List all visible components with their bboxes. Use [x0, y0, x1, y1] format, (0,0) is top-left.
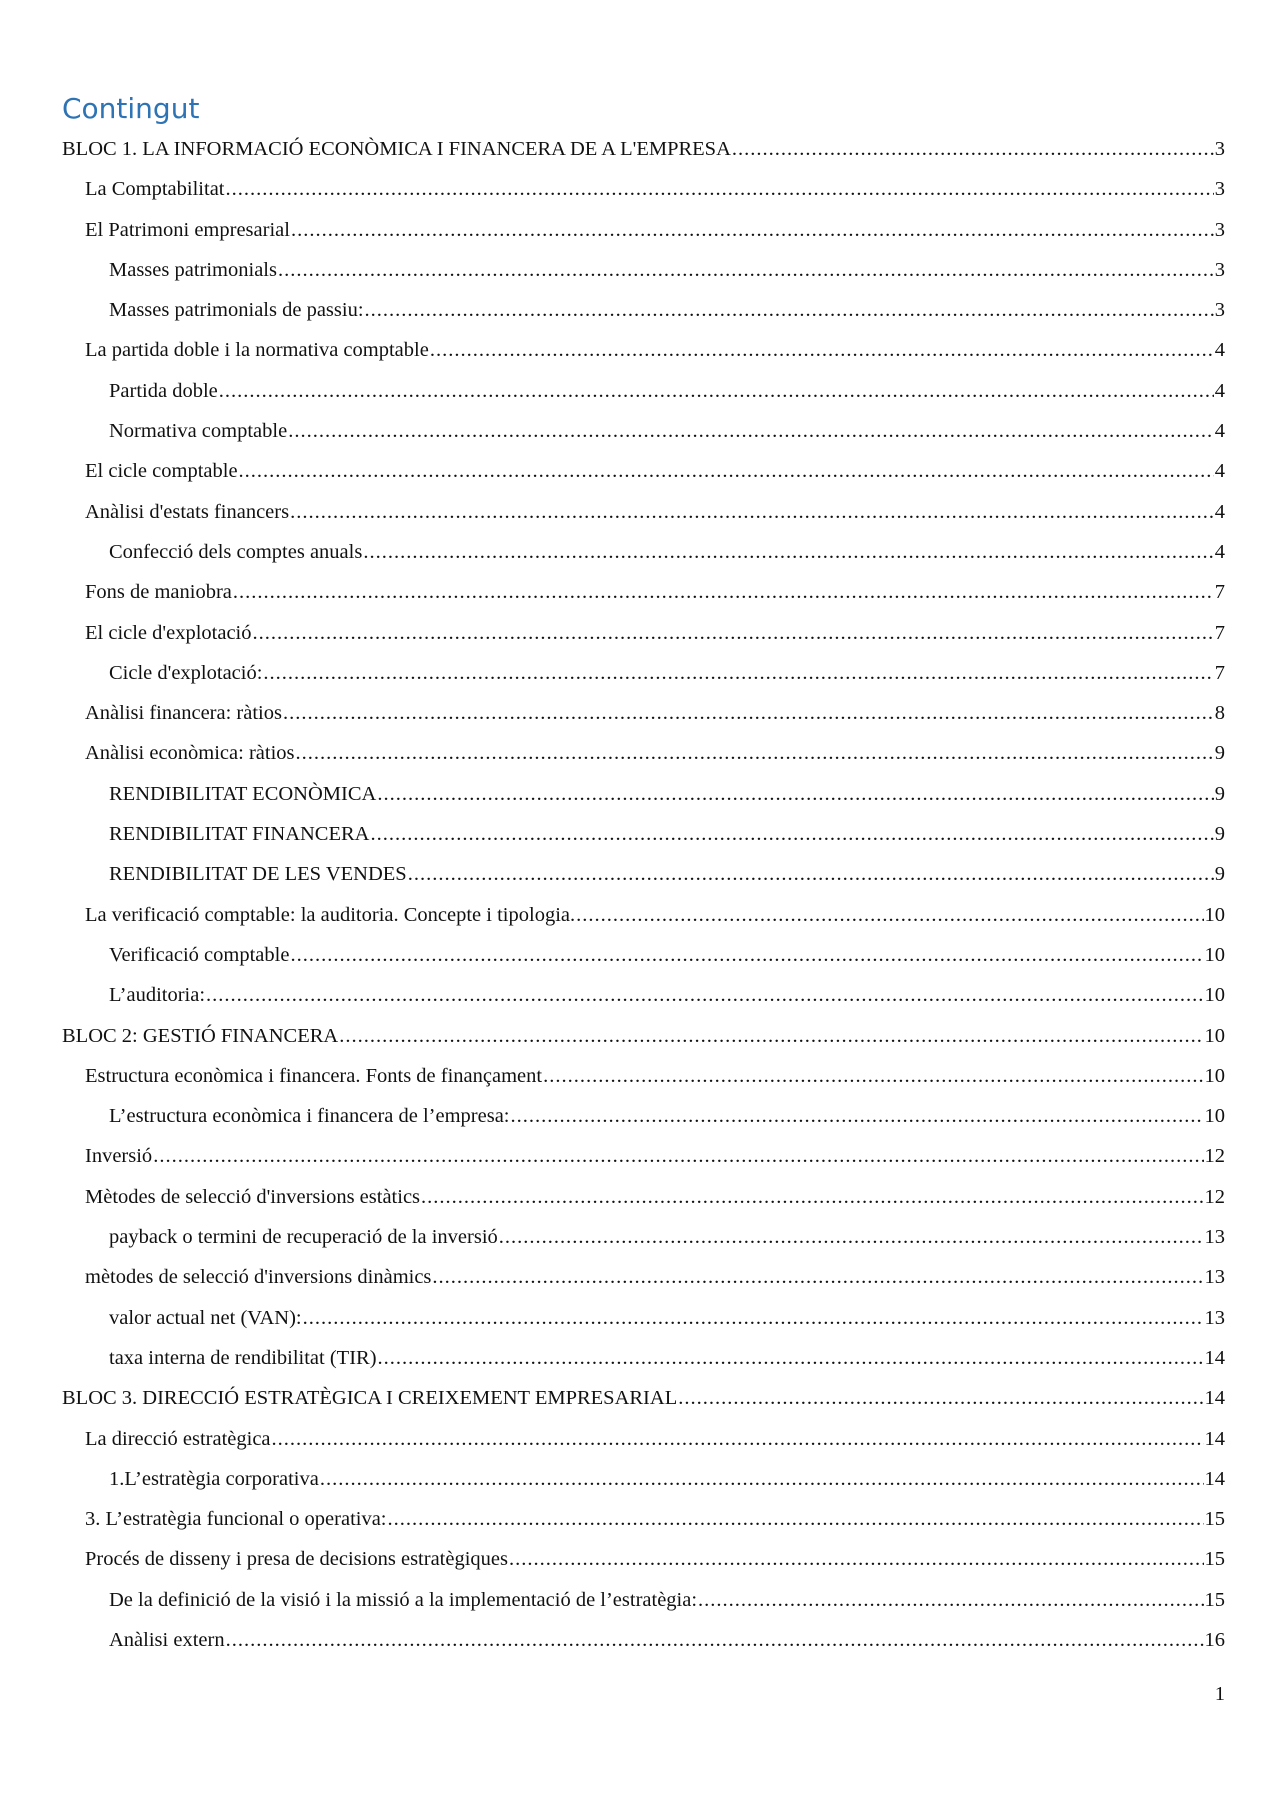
toc-dot-leader [290, 935, 1203, 975]
toc-entry[interactable] [62, 1016, 1225, 1056]
toc-entry[interactable] [62, 895, 1225, 935]
toc-entry-title: Estructura econòmica i financera. Fonts de finançament [85, 1064, 543, 1087]
toc-entry-page-number: 7 [1214, 621, 1225, 644]
toc-dot-leader [206, 975, 1203, 1015]
toc-entry-page-number: 10 [1204, 1064, 1225, 1087]
toc-entry-title: El cicle d'explotació [85, 621, 252, 644]
toc-entry[interactable] [62, 1257, 1225, 1297]
toc-dot-leader [378, 1338, 1204, 1378]
toc-entry-title: La verificació comptable: la auditoria. Concepte i tipologia. [85, 903, 576, 926]
toc-entry-page-number: 10 [1204, 943, 1225, 966]
toc-entry-title: BLOC 1. LA INFORMACIÓ ECONÒMICA I FINANCERA DE A L'EMPRESA [62, 138, 731, 160]
toc-dot-leader [678, 1378, 1203, 1418]
toc-dot-leader [370, 814, 1213, 854]
toc-entry-page-number: 3 [1214, 258, 1225, 281]
toc-entry-title: valor actual net (VAN): [109, 1306, 302, 1329]
toc-entry-page-number: 4 [1214, 460, 1225, 483]
toc-dot-leader [283, 693, 1214, 733]
toc-entry-title: Anàlisi d'estats financers [85, 500, 290, 523]
toc-entry[interactable] [62, 1459, 1225, 1499]
toc-entry[interactable] [62, 1378, 1225, 1418]
toc-entry-title: RENDIBILITAT DE LES VENDES [109, 863, 407, 886]
toc-entry-title: mètodes de selecció d'inversions dinàmics [85, 1266, 432, 1289]
toc-entry-title: Masses patrimonials [109, 258, 277, 281]
toc-entry[interactable] [62, 613, 1225, 653]
toc-dot-leader [278, 250, 1214, 290]
toc-dot-leader [388, 1499, 1204, 1539]
toc-entry[interactable] [62, 814, 1225, 854]
toc-entry-title: La partida doble i la normativa comptable [85, 339, 429, 362]
toc-entry[interactable] [62, 330, 1225, 370]
toc-entry-page-number: 13 [1204, 1266, 1225, 1289]
toc-entry-page-number: 3 [1214, 138, 1225, 160]
toc-dot-leader [543, 1056, 1203, 1096]
toc-entry-page-number: 7 [1214, 581, 1225, 604]
toc-entry[interactable] [62, 129, 1225, 169]
toc-entry[interactable] [62, 1539, 1225, 1579]
toc-entry-title: BLOC 2: GESTIÓ FINANCERA [62, 1024, 339, 1047]
toc-entry-title: payback o termini de recuperació de la inversió [109, 1226, 498, 1249]
toc-entry-page-number: 4 [1214, 420, 1225, 443]
toc-entry-title: Procés de disseny i presa de decisions estratègiques [85, 1548, 508, 1571]
toc-entry-page-number: 14 [1204, 1346, 1225, 1369]
toc-entry[interactable] [62, 733, 1225, 773]
toc-dot-leader [499, 1217, 1204, 1257]
toc-dot-leader [408, 854, 1214, 894]
toc-dot-leader [320, 1459, 1204, 1499]
page-number: 1 [1214, 1683, 1225, 1705]
toc-entry-page-number: 8 [1214, 702, 1225, 725]
toc-heading: Contingut [62, 92, 200, 125]
toc-entry[interactable] [62, 1136, 1225, 1176]
toc-dot-leader [219, 371, 1214, 411]
toc-dot-leader [252, 613, 1213, 653]
toc-entry-page-number: 3 [1214, 178, 1225, 201]
toc-entry-page-number: 4 [1214, 339, 1225, 362]
toc-entry[interactable] [62, 1620, 1225, 1660]
toc-entry-title: De la definició de la visió i la missió a la implementació de l’estratègia: [109, 1588, 698, 1611]
toc-entry-page-number: 16 [1204, 1628, 1225, 1651]
toc-entry[interactable] [62, 532, 1225, 572]
toc-dot-leader [339, 1016, 1203, 1056]
toc-entry[interactable] [62, 290, 1225, 330]
toc-entry-title: Fons de maniobra [85, 581, 232, 604]
toc-entry-page-number: 13 [1204, 1306, 1225, 1329]
toc-entry-title: La Comptabilitat [85, 178, 225, 201]
toc-entry[interactable] [62, 854, 1225, 894]
toc-entry[interactable] [62, 1419, 1225, 1459]
toc-entry-title: Partida doble [109, 379, 218, 402]
toc-dot-leader [153, 1136, 1203, 1176]
toc-entry-page-number: 4 [1214, 540, 1225, 563]
toc-entry-title: Mètodes de selecció d'inversions estàtics [85, 1185, 421, 1208]
toc-entry-title: Confecció dels comptes anuals [109, 540, 363, 563]
toc-entry-page-number: 9 [1214, 742, 1225, 765]
toc-dot-leader [263, 653, 1213, 693]
toc-entry-title: BLOC 3. DIRECCIÓ ESTRATÈGICA I CREIXEMENT EMPRESARIAL [62, 1387, 678, 1410]
toc-entry-page-number: 15 [1204, 1588, 1225, 1611]
toc-entry-page-number: 14 [1204, 1427, 1225, 1450]
toc-entry[interactable] [62, 774, 1225, 814]
toc-dot-leader [432, 1257, 1203, 1297]
toc-entry[interactable] [62, 411, 1225, 451]
toc-entry-title: L’estructura econòmica i financera de l’empresa: [109, 1105, 510, 1128]
toc-dot-leader [509, 1539, 1204, 1579]
toc-entry-page-number: 4 [1214, 500, 1225, 523]
toc-entry-page-number: 9 [1214, 782, 1225, 805]
toc-entry[interactable] [62, 693, 1225, 733]
toc-entry-page-number: 9 [1214, 823, 1225, 846]
toc-entry-page-number: 3 [1214, 299, 1225, 322]
toc-entry-page-number: 9 [1214, 863, 1225, 886]
toc-entry-page-number: 15 [1204, 1508, 1225, 1531]
toc-entry-page-number: 13 [1204, 1226, 1225, 1249]
toc-entry[interactable] [62, 1177, 1225, 1217]
toc-entry-page-number: 10 [1204, 984, 1225, 1007]
toc-entry-title: Normativa comptable [109, 420, 288, 443]
toc-entry[interactable] [62, 1338, 1225, 1378]
toc-entry[interactable] [62, 935, 1225, 975]
toc-entry[interactable] [62, 371, 1225, 411]
toc-entry-title: La direcció estratègica [85, 1427, 271, 1450]
toc-entry-page-number: 4 [1214, 379, 1225, 402]
toc-dot-leader [291, 210, 1214, 250]
toc-entry-page-number: 10 [1204, 1105, 1225, 1128]
toc-entry[interactable] [62, 975, 1225, 1015]
toc-entry-page-number: 12 [1204, 1145, 1225, 1168]
toc-dot-leader [272, 1419, 1204, 1459]
toc-entry-page-number: 15 [1204, 1548, 1225, 1571]
toc-dot-leader [576, 895, 1203, 935]
toc-entry-title: Verificació comptable [109, 943, 290, 966]
toc-entry-title: Anàlisi econòmica: ràtios [85, 742, 295, 765]
toc-dot-leader [377, 774, 1213, 814]
toc-entry-title: L’auditoria: [109, 984, 206, 1007]
toc-entry[interactable] [62, 250, 1225, 290]
toc-entry[interactable] [62, 210, 1225, 250]
toc-entry[interactable] [62, 1499, 1225, 1539]
toc-entry-page-number: 10 [1204, 1024, 1225, 1047]
toc-dot-leader [233, 572, 1214, 612]
toc-dot-leader [363, 532, 1213, 572]
toc-entry[interactable] [62, 492, 1225, 532]
toc-entry[interactable] [62, 1580, 1225, 1620]
toc-dot-leader [430, 330, 1214, 370]
toc-dot-leader [226, 1620, 1204, 1660]
toc-entry-page-number: 14 [1204, 1387, 1225, 1410]
toc-dot-leader [296, 733, 1214, 773]
toc-entry-title: 3. L’estratègia funcional o operativa: [85, 1508, 387, 1531]
toc-entry-title: 1.L’estratègia corporativa [109, 1467, 319, 1490]
toc-entry[interactable] [62, 1217, 1225, 1257]
toc-entry[interactable] [62, 1056, 1225, 1096]
toc-dot-leader [303, 1298, 1204, 1338]
toc-entry-title: Inversió [85, 1145, 153, 1168]
toc-dot-leader [290, 492, 1214, 532]
toc-dot-leader [421, 1177, 1203, 1217]
toc-dot-leader [698, 1580, 1203, 1620]
toc-entry-title: RENDIBILITAT ECONÒMICA [109, 782, 377, 805]
toc-list [62, 129, 1225, 1660]
toc-entry[interactable] [62, 653, 1225, 693]
toc-entry[interactable] [62, 572, 1225, 612]
toc-entry-page-number: 12 [1204, 1185, 1225, 1208]
toc-entry[interactable] [62, 1096, 1225, 1136]
toc-entry-page-number: 7 [1214, 661, 1225, 684]
toc-entry[interactable] [62, 169, 1225, 209]
toc-entry-title: El cicle comptable [85, 460, 238, 483]
toc-dot-leader [288, 411, 1214, 451]
toc-dot-leader [365, 290, 1214, 330]
toc-dot-leader [226, 169, 1214, 209]
toc-entry-title: El Patrimoni empresarial [85, 218, 290, 241]
toc-entry-title: RENDIBILITAT FINANCERA [109, 823, 370, 846]
toc-dot-leader [511, 1096, 1204, 1136]
toc-entry-page-number: 14 [1204, 1467, 1225, 1490]
toc-entry-title: Masses patrimonials de passiu: [109, 299, 364, 322]
toc-entry-title: Anàlisi financera: ràtios [85, 702, 282, 725]
toc-entry-page-number: 3 [1214, 218, 1225, 241]
toc-entry-page-number: 10 [1204, 903, 1225, 926]
toc-entry-title: Anàlisi extern [109, 1628, 225, 1651]
toc-entry-title: taxa interna de rendibilitat (TIR) [109, 1346, 377, 1369]
toc-entry[interactable] [62, 451, 1225, 491]
toc-entry[interactable] [62, 1298, 1225, 1338]
toc-dot-leader [239, 451, 1214, 491]
toc-entry-title: Cicle d'explotació: [109, 661, 263, 684]
toc-dot-leader [732, 129, 1214, 169]
